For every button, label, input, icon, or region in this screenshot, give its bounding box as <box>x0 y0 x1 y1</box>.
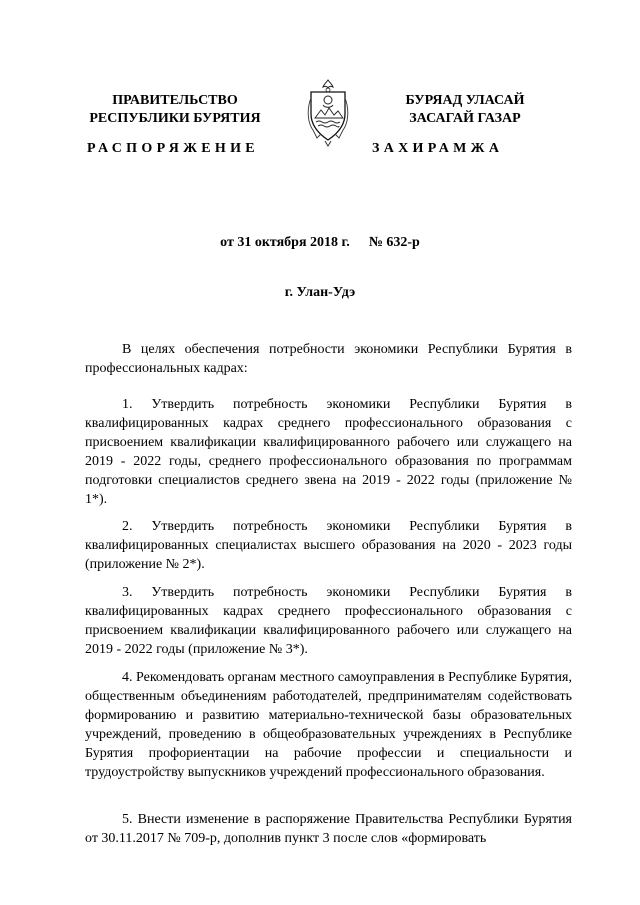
issuer-ru <box>60 92 290 128</box>
paragraph-text: 5. Внести изменение в распоряжение Правительства Республики Бурятия от 30.11.2017 № 709-р, дополнив пункт 3 после слов «формировать <box>85 812 572 846</box>
clause-1-paragraph <box>85 395 572 509</box>
doc-type-bua: ЗАХИРАМЖА <box>372 141 504 156</box>
date-number-line <box>0 235 640 251</box>
paragraph-text: 4. Рекомендовать органам местного самоуправления в Республике Бурятия, общественным объединениям работодателей, предпринимателям содействовать формированию и развитию материально-технической базы образовательных учреждений, проведению в общеобразовательных учреждениях в Республике Бурятия профориентации на рабочие профессии и специальности и трудоустройству выпускников учреждений профессионального образования. <box>85 670 572 780</box>
city-line: г. Улан-Удэ <box>284 285 356 300</box>
clause-2-paragraph <box>85 517 572 574</box>
issuer-ru-line2: РЕСПУБЛИКИ БУРЯТИЯ <box>89 111 261 126</box>
issuer-bua-line1: БУРЯАД УЛАСАЙ <box>405 93 525 108</box>
doc-type-ru: РАСПОРЯЖЕНИЕ <box>87 141 259 156</box>
issuer-bua-line2: ЗАСАГАЙ ГАЗАР <box>409 111 521 126</box>
document-number: № 632-р <box>368 235 420 250</box>
issuer-ru-line1: ПРАВИТЕЛЬСТВО <box>112 93 238 108</box>
paragraph-text: 3. Утвердить потребность экономики Республики Бурятия в квалифицированных кадрах среднего профессионального образования с присвоением квалификации квалифицированного рабочего или служащего на 2019 - 2022 годы (приложение № 3*). <box>85 585 572 657</box>
coat-of-arms-emblem <box>305 78 351 148</box>
paragraph-text: 2. Утвердить потребность экономики Республики Бурятия в квалифицированных специалистах высшего образования на 2020 - 2023 годы (приложение № 2*). <box>85 519 572 572</box>
clause-4-paragraph <box>85 668 572 782</box>
clause-3-paragraph <box>85 583 572 659</box>
preamble-paragraph <box>85 340 572 378</box>
paragraph-text: В целях обеспечения потребности экономики Республики Бурятия в профессиональных кадрах: <box>85 342 572 376</box>
issuer-bua <box>355 92 575 128</box>
clause-5-paragraph <box>85 810 572 848</box>
paragraph-text: 1. Утвердить потребность экономики Республики Бурятия в квалифицированных кадрах среднего профессионального образования с присвоением квалификации квалифицированного рабочего или служащего на 2019 - 2022 годы, среднего профессионального образования по программам подготовки специалистов среднего звена на 2019 - 2022 годы (приложение № 1*). <box>85 397 572 507</box>
document-date: от 31 октября 2018 г. <box>220 235 350 250</box>
